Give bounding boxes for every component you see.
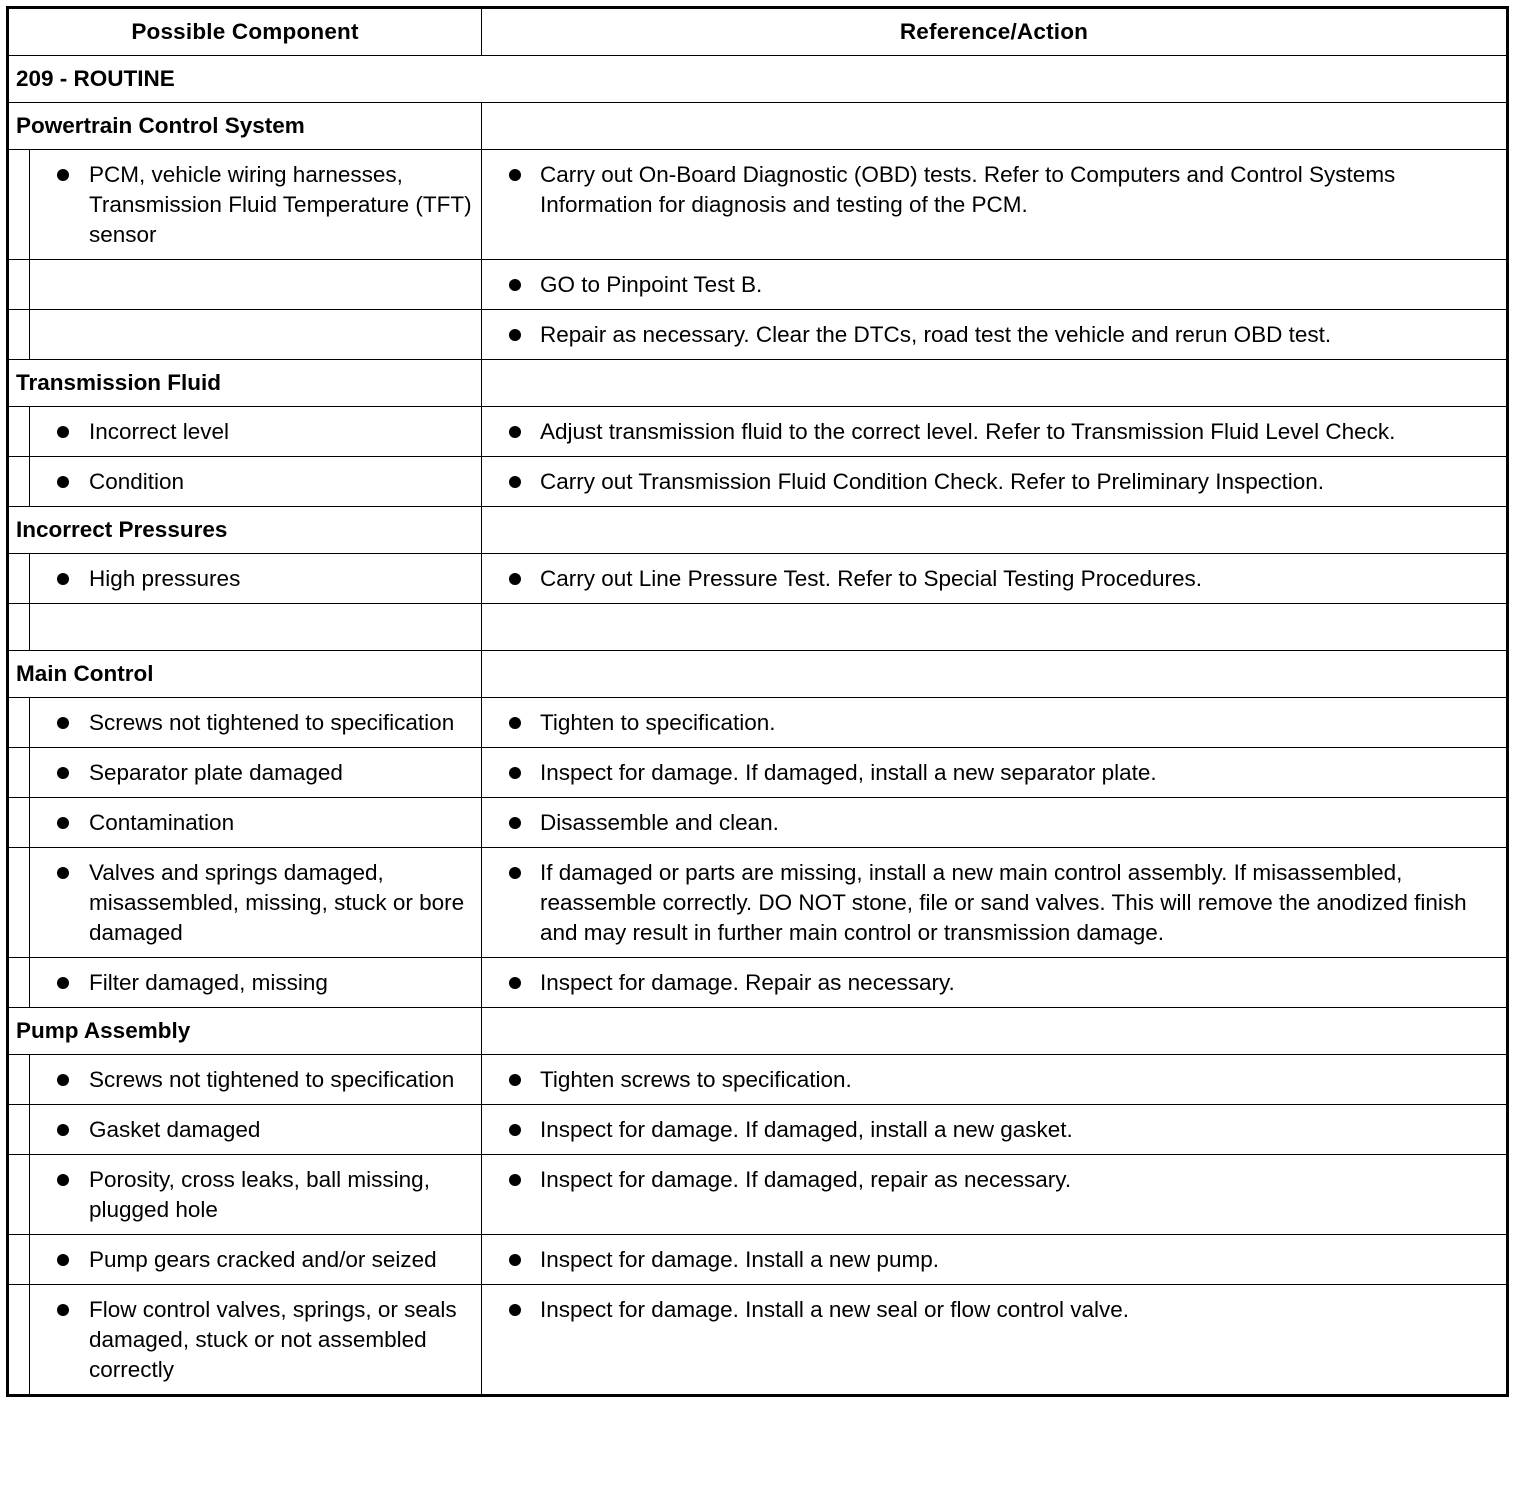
- action-cell: [482, 748, 1508, 798]
- action-text: Inspect for damage. Install a new pump.: [540, 1247, 939, 1272]
- table-row: [8, 260, 1508, 310]
- action-cell: [482, 1235, 1508, 1285]
- component-text: Separator plate damaged: [89, 760, 343, 785]
- bullet-icon: [509, 767, 521, 779]
- bullet-icon: [57, 1304, 69, 1316]
- section-row: [8, 1008, 1508, 1055]
- bullet-item: [30, 554, 481, 603]
- component-text: Incorrect level: [89, 419, 230, 444]
- action-cell: [482, 848, 1508, 958]
- action-text: Adjust transmission fluid to the correct level. Refer to Transmission Fluid Level Check.: [540, 419, 1396, 444]
- action-cell: [482, 698, 1508, 748]
- indent-cell: [8, 698, 30, 748]
- indent-cell: [8, 1285, 30, 1396]
- action-text: Inspect for damage. If damaged, install a new gasket.: [540, 1117, 1073, 1142]
- section-row: [8, 651, 1508, 698]
- section-title: Pump Assembly: [8, 1008, 482, 1055]
- section-title: Transmission Fluid: [8, 360, 482, 407]
- bullet-icon: [509, 1304, 521, 1316]
- table-row: [8, 698, 1508, 748]
- bullet-icon: [509, 573, 521, 585]
- bullet-item: [482, 1055, 1506, 1104]
- action-cell: [482, 457, 1508, 507]
- table-row: [8, 1055, 1508, 1105]
- table-row: [8, 457, 1508, 507]
- table-row: [8, 1105, 1508, 1155]
- bullet-icon: [57, 767, 69, 779]
- indent-cell: [8, 150, 30, 260]
- bullet-icon: [509, 279, 521, 291]
- section-title: Main Control: [8, 651, 482, 698]
- action-cell: [482, 604, 1508, 651]
- bullet-item: [30, 407, 481, 456]
- bullet-icon: [57, 977, 69, 989]
- component-cell: [30, 554, 482, 604]
- bullet-item: [482, 554, 1506, 603]
- action-cell: [482, 1105, 1508, 1155]
- bullet-icon: [509, 1254, 521, 1266]
- action-text: Inspect for damage. Repair as necessary.: [540, 970, 955, 995]
- action-text: Inspect for damage. Install a new seal or flow control valve.: [540, 1297, 1130, 1322]
- component-cell: [30, 1055, 482, 1105]
- diagnosis-table: [6, 6, 1509, 1397]
- table-row: [8, 798, 1508, 848]
- bullet-icon: [57, 169, 69, 181]
- bullet-icon: [57, 1174, 69, 1186]
- action-cell: [482, 310, 1508, 360]
- action-cell: [482, 1285, 1508, 1396]
- table-row: [8, 407, 1508, 457]
- section-action-cell: [482, 360, 1508, 407]
- component-cell: [30, 698, 482, 748]
- title-row: [8, 56, 1508, 103]
- action-text: Tighten to specification.: [540, 710, 776, 735]
- action-text: Inspect for damage. If damaged, repair as necessary.: [540, 1167, 1072, 1192]
- action-cell: [482, 407, 1508, 457]
- section-row: [8, 360, 1508, 407]
- section-row: [8, 507, 1508, 554]
- table-row: [8, 848, 1508, 958]
- action-text: Carry out Line Pressure Test. Refer to Special Testing Procedures.: [540, 566, 1202, 591]
- action-text: Tighten screws to specification.: [540, 1067, 852, 1092]
- indent-cell: [8, 310, 30, 360]
- action-text: Repair as necessary. Clear the DTCs, road test the vehicle and rerun OBD test.: [540, 322, 1332, 347]
- component-text: Contamination: [89, 810, 235, 835]
- component-text: Gasket damaged: [89, 1117, 261, 1142]
- bullet-item: [482, 1155, 1506, 1204]
- bullet-item: [482, 748, 1506, 797]
- component-text: Filter damaged, missing: [89, 970, 328, 995]
- bullet-item: [482, 1105, 1506, 1154]
- indent-cell: [8, 798, 30, 848]
- bullet-item: [482, 407, 1506, 456]
- table-body: [8, 56, 1508, 1396]
- indent-cell: [8, 1235, 30, 1285]
- indent-cell: [8, 1105, 30, 1155]
- bullet-icon: [509, 977, 521, 989]
- component-text: Condition: [89, 469, 185, 494]
- section-action-cell: [482, 651, 1508, 698]
- bullet-item: [30, 1105, 481, 1154]
- bullet-item: [482, 848, 1506, 957]
- header-possible-component: Possible Component: [8, 8, 482, 56]
- section-action-cell: [482, 507, 1508, 554]
- table-row: [8, 150, 1508, 260]
- bullet-item: [30, 457, 481, 506]
- component-cell: [30, 260, 482, 310]
- section-action-cell: [482, 1008, 1508, 1055]
- action-text: Disassemble and clean.: [540, 810, 779, 835]
- header-row: [8, 8, 1508, 56]
- indent-cell: [8, 407, 30, 457]
- component-cell: [30, 1235, 482, 1285]
- indent-cell: [8, 554, 30, 604]
- component-cell: [30, 1155, 482, 1235]
- action-cell: [482, 798, 1508, 848]
- indent-cell: [8, 1155, 30, 1235]
- bullet-item: [30, 748, 481, 797]
- section-title: Powertrain Control System: [8, 103, 482, 150]
- component-cell: [30, 310, 482, 360]
- component-text: Porosity, cross leaks, ball missing, plugged hole: [89, 1167, 430, 1222]
- table-row: [8, 748, 1508, 798]
- bullet-item: [30, 150, 481, 259]
- indent-cell: [8, 457, 30, 507]
- bullet-item: [30, 958, 481, 1007]
- component-cell: [30, 1285, 482, 1396]
- section-action-cell: [482, 103, 1508, 150]
- bullet-item: [482, 958, 1506, 1007]
- bullet-icon: [509, 817, 521, 829]
- bullet-item: [482, 698, 1506, 747]
- bullet-item: [30, 1155, 481, 1234]
- section-title: Incorrect Pressures: [8, 507, 482, 554]
- indent-cell: [8, 1055, 30, 1105]
- action-cell: [482, 1055, 1508, 1105]
- indent-cell: [8, 748, 30, 798]
- table-row: [8, 958, 1508, 1008]
- bullet-item: [482, 1235, 1506, 1284]
- component-cell: [30, 407, 482, 457]
- indent-cell: [8, 958, 30, 1008]
- action-text: Inspect for damage. If damaged, install a new separator plate.: [540, 760, 1157, 785]
- bullet-item: [30, 1285, 481, 1394]
- bullet-item: [482, 457, 1506, 506]
- bullet-icon: [57, 573, 69, 585]
- bullet-icon: [509, 476, 521, 488]
- bullet-icon: [509, 1074, 521, 1086]
- bullet-item: [30, 698, 481, 747]
- bullet-item: [482, 798, 1506, 847]
- action-text: Carry out On-Board Diagnostic (OBD) tests. Refer to Computers and Control Systems Information for diagnosis and testing of the PCM.: [540, 162, 1396, 217]
- bullet-icon: [509, 1124, 521, 1136]
- indent-cell: [8, 260, 30, 310]
- bullet-icon: [509, 717, 521, 729]
- bullet-icon: [509, 169, 521, 181]
- bullet-icon: [509, 1174, 521, 1186]
- bullet-item: [30, 1055, 481, 1104]
- component-cell: [30, 1105, 482, 1155]
- table-row: [8, 604, 1508, 651]
- table-row: [8, 310, 1508, 360]
- component-text: Flow control valves, springs, or seals damaged, stuck or not assembled correctly: [89, 1297, 457, 1382]
- indent-cell: [8, 848, 30, 958]
- table-row: [8, 1285, 1508, 1396]
- section-title-routine: 209 - ROUTINE: [8, 56, 1508, 103]
- component-text: Valves and springs damaged, misassembled, missing, stuck or bore damaged: [89, 860, 465, 945]
- bullet-icon: [57, 1124, 69, 1136]
- bullet-item: [482, 1285, 1506, 1334]
- bullet-icon: [57, 817, 69, 829]
- action-text: GO to Pinpoint Test B.: [540, 272, 763, 297]
- bullet-icon: [509, 329, 521, 341]
- table-row: [8, 554, 1508, 604]
- bullet-item: [482, 260, 1506, 309]
- action-cell: [482, 260, 1508, 310]
- action-cell: [482, 150, 1508, 260]
- action-cell: [482, 554, 1508, 604]
- action-cell: [482, 958, 1508, 1008]
- component-cell: [30, 848, 482, 958]
- indent-cell: [8, 604, 30, 651]
- bullet-item: [482, 310, 1506, 359]
- bullet-icon: [57, 1074, 69, 1086]
- bullet-icon: [509, 867, 521, 879]
- table-row: [8, 1155, 1508, 1235]
- bullet-item: [30, 848, 481, 957]
- component-text: Pump gears cracked and/or seized: [89, 1247, 437, 1272]
- component-text: High pressures: [89, 566, 241, 591]
- bullet-icon: [57, 426, 69, 438]
- bullet-icon: [57, 717, 69, 729]
- bullet-item: [482, 150, 1506, 229]
- section-row: [8, 103, 1508, 150]
- component-cell: [30, 604, 482, 651]
- component-cell: [30, 798, 482, 848]
- header-reference-action: Reference/Action: [482, 8, 1508, 56]
- component-cell: [30, 150, 482, 260]
- action-text: Carry out Transmission Fluid Condition Check. Refer to Preliminary Inspection.: [540, 469, 1325, 494]
- component-text: PCM, vehicle wiring harnesses, Transmission Fluid Temperature (TFT) sensor: [89, 162, 472, 247]
- bullet-item: [30, 1235, 481, 1284]
- bullet-icon: [57, 1254, 69, 1266]
- table-row: [8, 1235, 1508, 1285]
- bullet-icon: [57, 867, 69, 879]
- component-cell: [30, 457, 482, 507]
- component-cell: [30, 958, 482, 1008]
- bullet-icon: [57, 476, 69, 488]
- component-text: Screws not tightened to specification: [89, 710, 455, 735]
- component-text: Screws not tightened to specification: [89, 1067, 455, 1092]
- action-cell: [482, 1155, 1508, 1235]
- component-cell: [30, 748, 482, 798]
- bullet-icon: [509, 426, 521, 438]
- bullet-item: [30, 798, 481, 847]
- action-text: If damaged or parts are missing, install a new main control assembly. If misassembled, reassemble correctly. DO NOT stone, file or sand valves. This will remove the anodized finish and may result in further main control or transmission damage.: [540, 860, 1467, 945]
